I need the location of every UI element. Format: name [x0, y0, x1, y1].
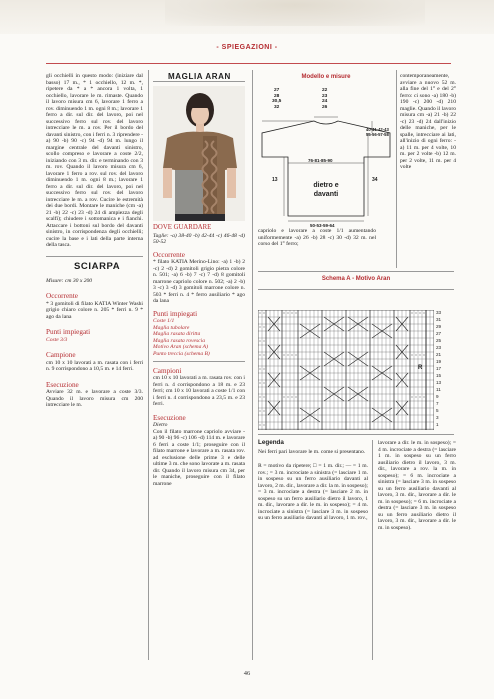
column-divider: [372, 440, 373, 660]
measure: 24: [322, 99, 328, 104]
legend-title: Legenda: [258, 439, 284, 446]
repeat-label: R: [418, 365, 423, 371]
sciarpa-esecuzione: Avviare 32 m. e lavorare a coste 3/3. Quando il lavoro misura cm 200 intrecciare le m.: [46, 389, 143, 408]
punti-item: Maglia tubolare: [153, 324, 190, 331]
dietro-text: Con il filato marrone capriolo avviare -a) 90 -b) 96 -c) 106 -d) 114 m. e lavorare 6 ferri a coste 1/1; proseguire con il filato marrone e lavorare a m. rasata rov. ad esclusione delle prime 3 e delle ultime 3 m. che sono lavorate a m. rasata dir. Quando il lavoro misura cm 34, per le maniche, proseguire con il filato marrone: [153, 428, 245, 487]
divider: [153, 361, 245, 362]
maglia-campioni-heading: Campioni: [153, 366, 182, 375]
row-number: 9: [436, 394, 439, 399]
diagram-piece-label: dietro e davanti: [313, 182, 339, 198]
diagram-width-measure: 76-81-85-90: [308, 158, 333, 163]
sciarpa-size: Misure: cm 30 x 200: [46, 277, 93, 284]
sciarpa-occorrente-heading: Occorrente: [46, 292, 78, 300]
row-number: 11: [436, 387, 441, 392]
measure: 22: [322, 88, 328, 93]
punti-item: Motivo Aran (schema A): [153, 344, 208, 350]
maglia-campioni: cm 10 x 10 lavorati a m. rasata rov. con i ferri n. 4 corrispondono a 18 m. e 23 ferri; cm 10 x 10 lavorati a coste 1/1 con i ferri n. 4 corrispondono a 23,5 m. e 23 ferri.: [153, 375, 245, 408]
column-divider: [148, 70, 149, 660]
row-number: 33: [436, 310, 442, 315]
punti-item: Maglia rasata rovescia: [153, 337, 205, 344]
measure: 26: [322, 104, 328, 110]
row-numbers: [436, 309, 441, 428]
diagram-title: Modello e misure: [301, 74, 351, 80]
measure: 30,5: [272, 99, 282, 104]
scheme-title: Schema A - Motivo Aran: [321, 276, 391, 282]
diagram-height-left: 13: [272, 177, 278, 183]
row-number: 7: [436, 401, 439, 406]
garment-diagram: [258, 73, 394, 228]
column-1: [46, 73, 143, 409]
sciarpa-esecuzione-heading: Esecuzione: [46, 380, 79, 389]
maglia-occorrente-heading: Occorrente: [153, 250, 185, 259]
maglia-occorrente: * filato KATIA Merino-Lino: -a) 1 -b) 2 -c) 2 -d) 2 gomitoli grigio pietra colore n. 501; -a) 6 -b) 7 -c) 7 -d) 8 gomitoli marrone capriolo colore n. 502; -a) 2 -b) 3 -c) 3 -d) 3 gomitoli marrone colore n. 503 * ferri n. 4 * ferro ausiliario * ago da lana: [153, 259, 245, 304]
sciarpa-section: [46, 256, 143, 409]
product-photo: [153, 86, 245, 221]
row-number: 25: [436, 338, 442, 343]
sciarpa-punti: Coste 3/3: [46, 336, 68, 343]
header-rule: [46, 63, 451, 64]
dietro-heading: Dietro: [153, 422, 168, 429]
row-number: 23: [436, 345, 442, 350]
page-number: 46: [243, 670, 251, 677]
maglia-esecuzione-heading: Esecuzione: [153, 413, 186, 422]
section-title: - SPIEGAZIONI -: [216, 44, 278, 51]
row-number: 17: [436, 366, 442, 371]
legend-column-1: R = motivo da ripetere; □ = 1 m. dir.; — = 1 m. rov.; = 3 m. incrociate a sinistra (= lasciare 1 m. in sospeso su un ferro ausiliario davanti al lavoro, 2 m. dir., lavorare a dir. la m. in sospeso); = 3 m. incrociate a destra (= lasciare 2 m. in sospeso su un ferro ausiliario dietro il lavoro, 1 m. dir., lavorare a dir. le m. in sospeso); = 4 m. incrociate a sinistra (= lasciare 3 m. in sospeso su un ferro ausiliario davanti al lavoro, 1 m. rov.,: [258, 463, 368, 521]
top-texture: [165, 0, 425, 26]
column-divider: [252, 70, 253, 660]
row-number: 21: [436, 352, 442, 357]
divider: [258, 289, 454, 290]
maglia-punti-heading: Punti impiegati: [153, 309, 198, 318]
column-4: [400, 73, 456, 171]
column-3: [258, 228, 376, 248]
measure: 32: [274, 104, 280, 110]
punti-item: Punto treccia (schema B): [153, 350, 210, 357]
sciarpa-punti-heading: Punti impiegati: [46, 328, 91, 336]
diagram-bottom-measure: 50-53-59-64: [310, 223, 335, 228]
diagram-right-measures: [366, 127, 389, 137]
column-2: [153, 224, 245, 487]
divider: [258, 434, 454, 435]
row-number: 5: [436, 408, 439, 413]
sciarpa-title: SCIARPA: [74, 260, 121, 272]
row-number: 29: [436, 324, 442, 329]
measure: 28: [274, 93, 280, 99]
column-divider: [396, 70, 397, 268]
row-number: 3: [436, 415, 439, 420]
diagram-top-mid-measures: [322, 88, 327, 110]
aran-chart: [258, 310, 454, 430]
model-photo-illustration: [153, 86, 245, 221]
punti-item: Maglia rasata diritta: [153, 331, 201, 337]
instructions-text: gli occhielli in questo modo: (iniziare dal basso) 17 m., * 1 occhiello, 12 m. *, ripetere da * a * ancora 1 volta, 1 occhiello, lavorare le m. rimaste. Quando il lavoro misura cm 6, lavorare 1 ferro a rov. diminuendo 1 m. ogni 8 m.; lavorare 1 ferro a dir. sul dir. del lavoro, poi nel successivo ferro sul rov. del lavoro intrecciare le m. a rov. Per il bordo del davanti sinistro, con i ferri n. 3 riprendere -a) 90 -b) 90 -c) 94 -d) 94 m. lungo il margine centrale del davanti sinistro, scollo compreso e lavorare a coste 2/2, iniziando con 3 m. dir. e terminando con 3 m. rov. Quando il lavoro misura cm 6, lavorare 1 ferro a rov. sul rov. del lavoro diminuendo 1 m. ogni 8 m.; lavorare 1 ferro a dir. sul dir. del lavoro, poi nel successivo ferro sul rov. del lavoro intrecciare le m. a rov. Cucire le estremità dei due bordi. Montare le maniche (cm -a) 21 -b) 22 -c) 23 -d) 24 di ampiezza degli scalfi); chiudere i sottomanica e i fianchi. Attaccare i bottoni sul bordo del davanti sinistro, in corrispondenza degli occhielli; cucire la base e i lati della parte interna della tasca.: [46, 73, 143, 248]
row-number: 1: [436, 422, 439, 427]
diagram-height-right: 34: [372, 177, 378, 183]
measure: 27: [274, 88, 280, 93]
sciarpa-campione: cm 10 x 10 lavorati a m. rasata con i ferri n. 9 corrispondono a 10,5 m. e 14 ferri.: [46, 359, 143, 372]
maglia-taglie: Taglie: -a) 38-40 -b) 42-44 -c) 46-48 -d) 50-52: [153, 232, 245, 245]
aran-chart-grid: [258, 310, 434, 430]
column-4-text: contemporaneamente, avviare a nuovo 52 m. alla fine del 1° e del 2° ferro: ci sono -a) 180 -b) 190 -c) 200 -d) 210 maglie. Quando il lavoro misura cm -a) 21 -b) 22 -c) 23 -d) 24 dall'inizio delle maniche, per le spalle, intrecciare ai lati, all'inizio di ogni ferro: -a) 11 m. per 4 volte, 10 m. per 2 volte -b) 12 m. per 2 volte, 11 m. per 4 volte: [400, 73, 456, 170]
column-3-text: capriolo e lavorare a coste 1/1 aumentando uniformemente -a) 26 -b) 28 -c) 30 -d) 32 m. nel corso del 1° ferro;: [258, 228, 376, 247]
measure: 55-56-57-58: [366, 132, 389, 137]
row-number: 19: [436, 359, 442, 364]
diagram-top-left-measures: [272, 88, 281, 110]
row-number: 13: [436, 380, 442, 385]
maglia-title: MAGLIA ARAN: [168, 72, 231, 81]
sciarpa-campione-heading: Campione: [46, 351, 76, 359]
row-number: 15: [436, 373, 442, 378]
sciarpa-occorrente: * 3 gomitoli di filato KATIA Winter Washi grigio chiaro colore n. 205 * ferri n. 9 * ago da lana: [46, 300, 143, 320]
divider: [258, 271, 454, 272]
punti-item: Coste 1/1: [153, 318, 175, 324]
legend-intro: Nei ferri pari lavorare le m. come si presentano.: [258, 449, 366, 455]
row-number: 27: [436, 331, 442, 336]
title-rule: [153, 81, 245, 82]
row-number: 31: [436, 317, 442, 322]
legend-column-2: lavorare a dir. le m. in sospeso); = 4 m. incrociate a destra (= lasciare 1 m. in sospeso su un ferro ausiliario dietro il lavoro, 3 m. dir., lavorare a rov. la m. in sospeso); = 6 m. incrociate a sinistra (= lasciare 3 m. in sospeso su un ferro ausiliario davanti al lavoro, 3 m. dir., lavorare a dir. le m. in sospeso); = 6 m. incrociate a destra (= lasciare 3 m. in sospeso su un ferro ausiliario dietro il lavoro, 3 m. dir., lavorare a dir. le m. in sospeso).: [378, 440, 456, 531]
maglia-punti-list: [153, 318, 245, 357]
measure: 23: [322, 93, 328, 99]
measure: 40-41-42-43: [366, 127, 389, 132]
dove-guardare-heading: DOVE GUARDARE: [153, 224, 212, 231]
